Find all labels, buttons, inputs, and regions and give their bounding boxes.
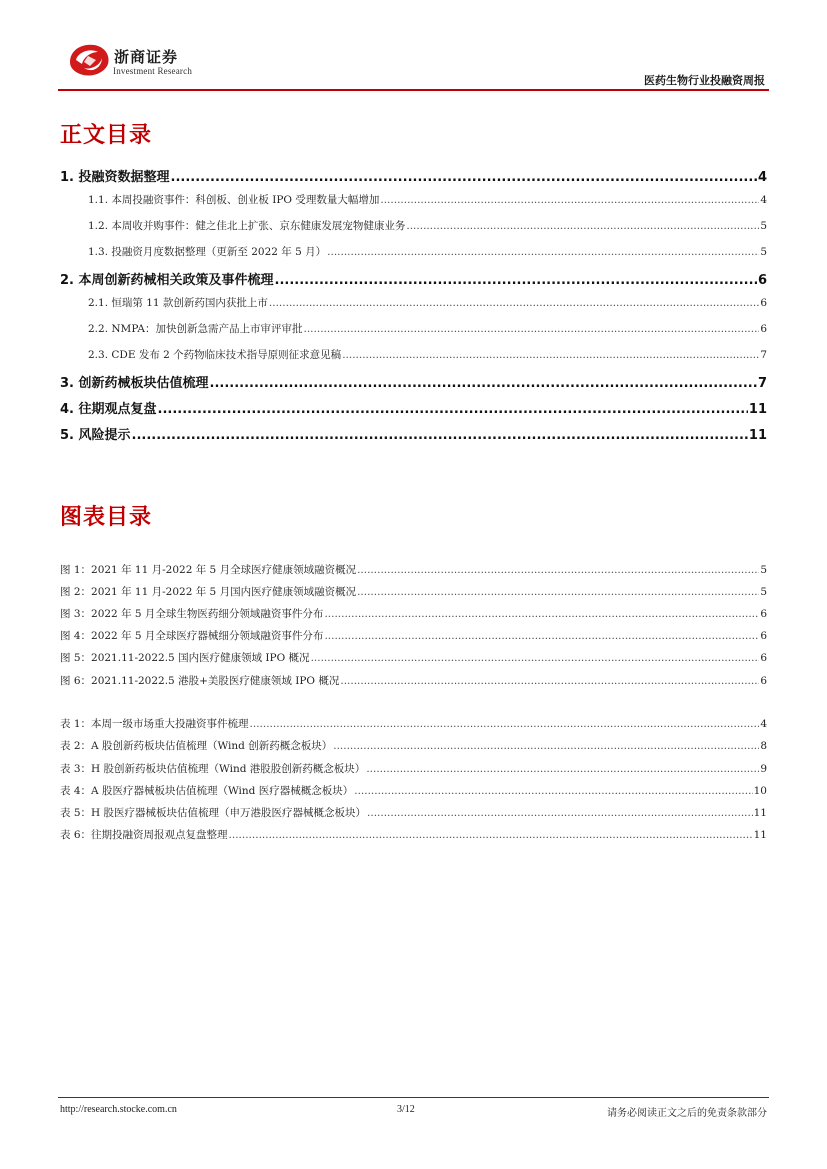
figure-entry-label: 图 1：2021 年 11 月-2022 年 5 月全球医疗健康领域融资概况 <box>60 564 357 576</box>
figure-entry-page: 6 <box>760 608 767 620</box>
figure-entry-page: 6 <box>760 675 767 687</box>
table-entry[interactable] <box>0 761 767 779</box>
figure-entry-label: 图 5：2021.11-2022.5 国内医疗健康领域 IPO 概况 <box>60 652 310 664</box>
figure-entry[interactable] <box>0 628 767 646</box>
brand-name-cn: 浙商证券 <box>114 48 179 66</box>
toc-entry-label: 1.1. 本周投融资事件：科创板、创业板 IPO 受理数量大幅增加 <box>88 194 380 206</box>
toc-entry-label: 1.3. 投融资月度数据整理（更新至 2022 年 5 月） <box>88 246 327 258</box>
dot-leader <box>342 349 759 361</box>
toc-entry-label: 2.2. NMPA：加快创新急需产品上市审评审批 <box>88 323 303 335</box>
toc-entry-page: 6 <box>760 297 767 309</box>
dot-leader <box>380 194 759 206</box>
dot-leader <box>158 402 748 417</box>
figure-entry-label: 图 3：2022 年 5 月全球生物医药细分领域融资事件分布 <box>60 608 324 620</box>
zheshang-securities-logo-icon <box>66 40 112 78</box>
table-entry-page: 11 <box>753 807 767 819</box>
dot-leader <box>171 170 757 185</box>
table-entry[interactable] <box>0 783 767 801</box>
figure-entry[interactable] <box>0 562 767 580</box>
dot-leader <box>357 564 759 576</box>
toc-entry[interactable] <box>0 321 767 339</box>
figure-entry[interactable] <box>0 673 767 691</box>
report-type-title: 医药生物行业投融资周报 <box>644 74 765 87</box>
figure-entry[interactable] <box>0 584 767 602</box>
toc-entry[interactable] <box>0 166 767 184</box>
toc-entry[interactable] <box>0 218 767 236</box>
dot-leader <box>311 652 760 664</box>
toc-title: 正文目录 <box>60 123 153 148</box>
table-entry-label: 表 2：A 股创新药板块估值梳理（Wind 创新药概念板块） <box>60 740 333 752</box>
dot-leader <box>406 220 759 232</box>
toc-entry[interactable] <box>0 269 767 287</box>
dot-leader <box>132 428 748 443</box>
footer-url-link[interactable]: http://research.stocke.com.cn <box>60 1104 177 1115</box>
footer-divider <box>58 1097 769 1098</box>
toc-entry-label: 2.3. CDE 发布 2 个药物临床技术指导原则征求意见稿 <box>88 349 342 361</box>
figure-entry-page: 6 <box>760 630 767 642</box>
toc-entry[interactable] <box>0 424 767 442</box>
figure-entry[interactable] <box>0 650 767 668</box>
table-entry-page: 8 <box>760 740 767 752</box>
table-entry-label: 表 4：A 股医疗器械板块估值梳理（Wind 医疗器械概念板块） <box>60 785 354 797</box>
header-divider <box>58 89 769 91</box>
brand-name-en: Investment Research <box>113 66 193 76</box>
figures-title: 图表目录 <box>60 505 153 530</box>
table-entry[interactable] <box>0 827 767 845</box>
toc-entry-label: 5. 风险提示 <box>60 428 131 443</box>
footer-disclaimer: 请务必阅读正文之后的免责条款部分 <box>607 1108 767 1119</box>
table-entry-label: 表 3：H 股创新药板块估值梳理（Wind 港股股创新药概念板块） <box>60 763 366 775</box>
dot-leader <box>324 630 759 642</box>
page-number: 3/12 <box>397 1104 415 1115</box>
dot-leader <box>354 785 752 797</box>
toc-entry-page: 7 <box>757 376 767 391</box>
toc-entry[interactable] <box>0 192 767 210</box>
toc-entry-label: 1. 投融资数据整理 <box>60 170 170 185</box>
figure-entry-page: 5 <box>760 564 767 576</box>
dot-leader <box>324 608 759 620</box>
dot-leader <box>340 675 759 687</box>
dot-leader <box>269 297 759 309</box>
table-entry-label: 表 5：H 股医疗器械板块估值梳理（申万港股医疗器械概念板块） <box>60 807 367 819</box>
toc-entry-label: 3. 创新药械板块估值梳理 <box>60 376 209 391</box>
figure-entry-label: 图 2：2021 年 11 月-2022 年 5 月国内医疗健康领域融资概况 <box>60 586 357 598</box>
toc-entry[interactable] <box>0 398 767 416</box>
dot-leader <box>210 376 757 391</box>
toc-entry-page: 11 <box>748 428 767 443</box>
figure-entry-label: 图 6：2021.11-2022.5 港股+美股医疗健康领域 IPO 概况 <box>60 675 340 687</box>
table-entry-page: 10 <box>753 785 767 797</box>
toc-entry-label: 4. 往期观点复盘 <box>60 402 157 417</box>
figure-entry-page: 5 <box>760 586 767 598</box>
table-entry-page: 9 <box>760 763 767 775</box>
dot-leader <box>229 829 753 841</box>
toc-entry[interactable] <box>0 347 767 365</box>
toc-entry[interactable] <box>0 372 767 390</box>
toc-entry-page: 7 <box>760 349 767 361</box>
table-entry[interactable] <box>0 805 767 823</box>
figure-entry-page: 6 <box>760 652 767 664</box>
toc-entry-page: 5 <box>760 246 767 258</box>
toc-entry-page: 6 <box>760 323 767 335</box>
table-entry-label: 表 1：本周一级市场重大投融资事件梳理 <box>60 718 249 730</box>
dot-leader <box>357 586 759 598</box>
toc-entry-label: 2. 本周创新药械相关政策及事件梳理 <box>60 273 274 288</box>
dot-leader <box>333 740 759 752</box>
table-entry-label: 表 6：往期投融资周报观点复盘整理 <box>60 829 228 841</box>
table-entry-page: 4 <box>760 718 767 730</box>
toc-entry-page: 4 <box>760 194 767 206</box>
toc-entry[interactable] <box>0 244 767 262</box>
figure-entry[interactable] <box>0 606 767 624</box>
dot-leader <box>366 763 759 775</box>
toc-entry-page: 11 <box>748 402 767 417</box>
dot-leader <box>304 323 760 335</box>
dot-leader <box>327 246 759 258</box>
table-entry[interactable] <box>0 738 767 756</box>
table-entry[interactable] <box>0 716 767 734</box>
toc-entry-page: 6 <box>757 273 767 288</box>
toc-entry-page: 5 <box>760 220 767 232</box>
toc-entry-page: 4 <box>757 170 767 185</box>
dot-leader <box>275 273 757 288</box>
toc-entry-label: 2.1. 恒瑞第 11 款创新药国内获批上市 <box>88 297 268 309</box>
toc-entry[interactable] <box>0 295 767 313</box>
toc-entry-label: 1.2. 本周收并购事件：健之佳北上扩张、京东健康发展宠物健康业务 <box>88 220 406 232</box>
table-entry-page: 11 <box>753 829 767 841</box>
figure-entry-label: 图 4：2022 年 5 月全球医疗器械细分领域融资事件分布 <box>60 630 324 642</box>
dot-leader <box>250 718 760 730</box>
dot-leader <box>367 807 753 819</box>
